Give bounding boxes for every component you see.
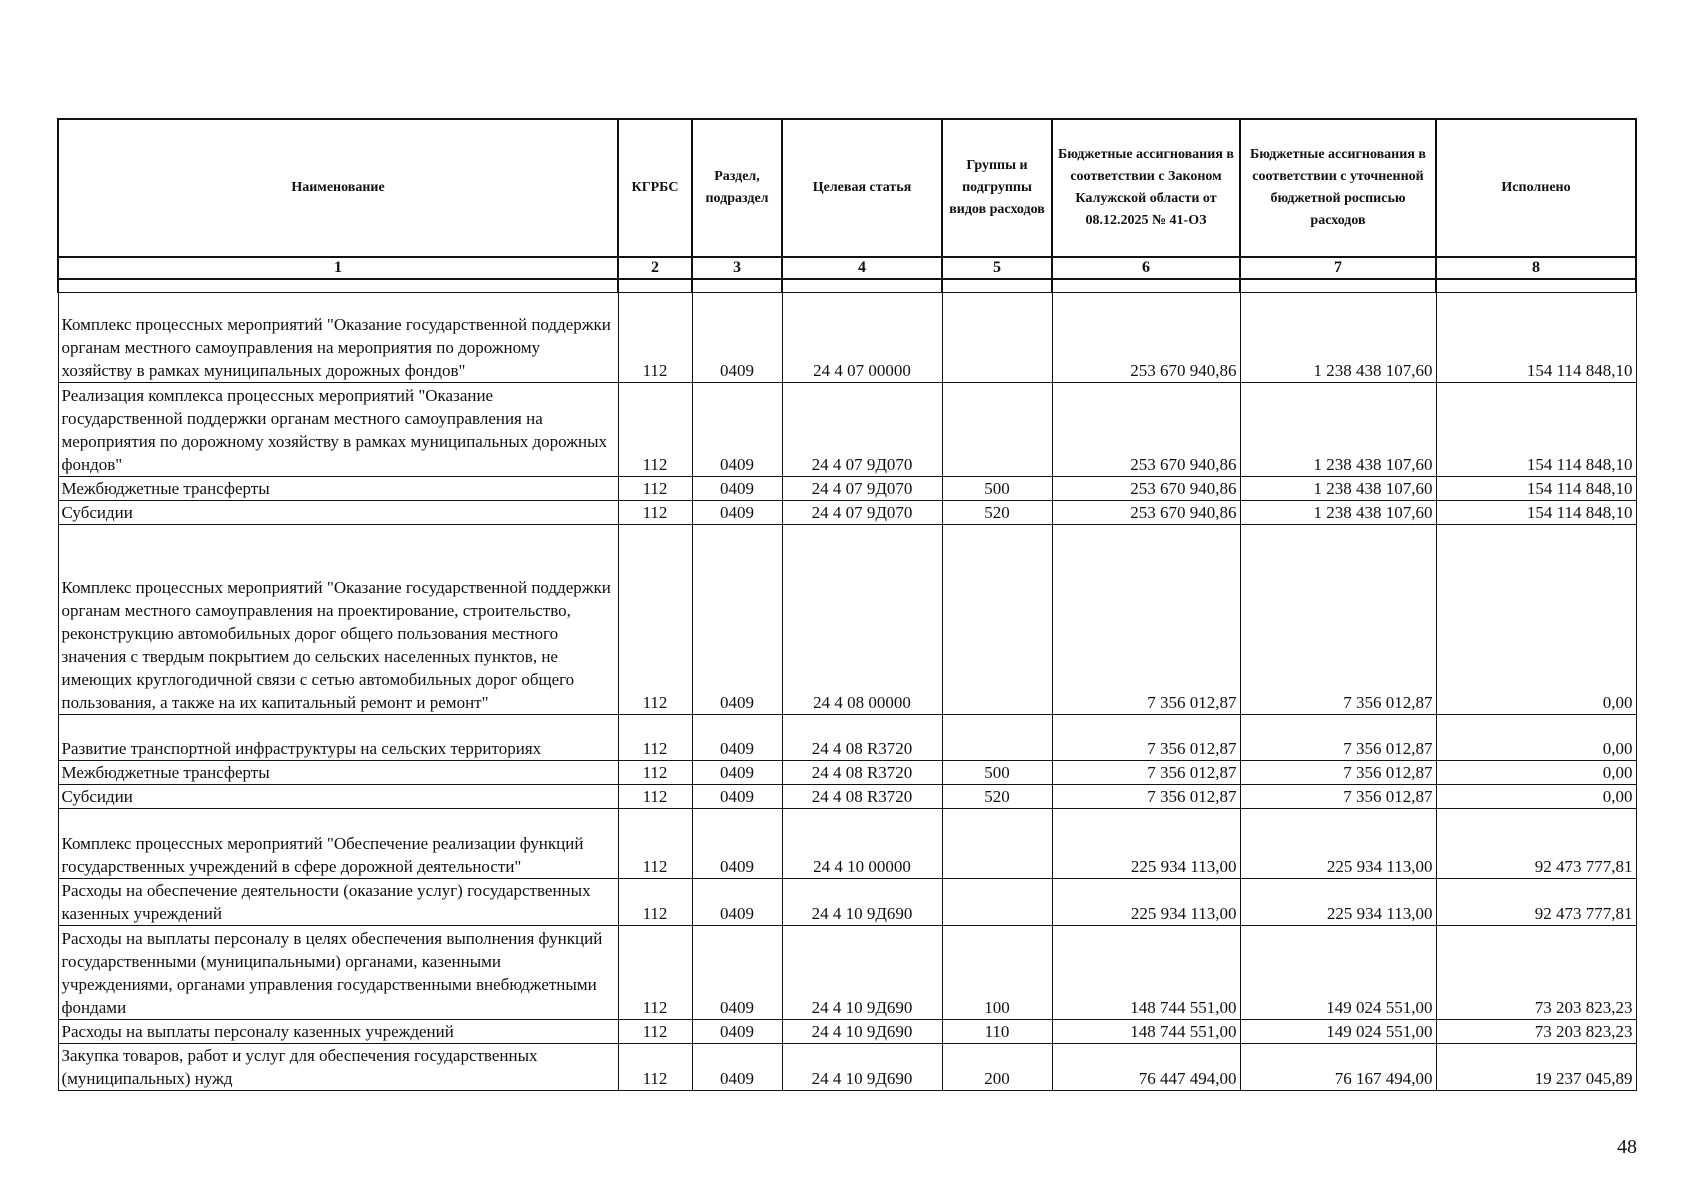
row-law: 7 356 012,87 <box>1052 525 1240 715</box>
row-law: 76 447 494,00 <box>1052 1044 1240 1091</box>
row-law: 253 670 940,86 <box>1052 477 1240 501</box>
header-razdel: Раздел, подраздел <box>692 119 782 257</box>
row-executed: 92 473 777,81 <box>1436 879 1636 926</box>
row-law: 7 356 012,87 <box>1052 761 1240 785</box>
row-celevaya: 24 4 08 00000 <box>782 525 942 715</box>
row-razdel: 0409 <box>692 293 782 383</box>
row-refined: 7 356 012,87 <box>1240 785 1436 809</box>
row-celevaya: 24 4 08 R3720 <box>782 785 942 809</box>
row-vid <box>942 879 1052 926</box>
row-celevaya: 24 4 10 9Д690 <box>782 1044 942 1091</box>
row-vid: 500 <box>942 761 1052 785</box>
column-number: 4 <box>782 257 942 279</box>
row-celevaya: 24 4 10 9Д690 <box>782 1020 942 1044</box>
row-refined: 1 238 438 107,60 <box>1240 383 1436 477</box>
column-number: 6 <box>1052 257 1240 279</box>
row-law: 7 356 012,87 <box>1052 785 1240 809</box>
row-kgrbs: 112 <box>618 761 692 785</box>
row-razdel: 0409 <box>692 1020 782 1044</box>
row-kgrbs: 112 <box>618 785 692 809</box>
row-kgrbs: 112 <box>618 293 692 383</box>
header-executed: Исполнено <box>1436 119 1636 257</box>
row-name: Межбюджетные трансферты <box>58 477 618 501</box>
row-executed: 0,00 <box>1436 715 1636 761</box>
page-number: 48 <box>1617 1136 1637 1158</box>
header-assign-law: Бюджетные ассигнования в соответствии с Законом Калужской области от 08.12.2025 № 41-ОЗ <box>1052 119 1240 257</box>
row-kgrbs: 112 <box>618 383 692 477</box>
table-row <box>58 761 1636 785</box>
header-gruppy: Группы и подгруппы видов расходов <box>942 119 1052 257</box>
column-number: 3 <box>692 257 782 279</box>
row-razdel: 0409 <box>692 879 782 926</box>
column-number-row <box>58 257 1636 279</box>
row-refined: 7 356 012,87 <box>1240 761 1436 785</box>
row-name: Реализация комплекса процессных мероприятий "Оказание государственной поддержки органам местного самоуправления на мероприятия по дорожному хозяйству в рамках муниципальных дорожных фондов" <box>58 383 618 477</box>
row-celevaya: 24 4 10 9Д690 <box>782 879 942 926</box>
row-refined: 225 934 113,00 <box>1240 809 1436 879</box>
row-kgrbs: 112 <box>618 501 692 525</box>
row-law: 7 356 012,87 <box>1052 715 1240 761</box>
row-vid <box>942 293 1052 383</box>
row-name: Закупка товаров, работ и услуг для обеспечения государственных (муниципальных) нужд <box>58 1044 618 1091</box>
row-vid <box>942 383 1052 477</box>
table-row <box>58 293 1636 383</box>
row-executed: 92 473 777,81 <box>1436 809 1636 879</box>
row-law: 148 744 551,00 <box>1052 926 1240 1020</box>
row-kgrbs: 112 <box>618 477 692 501</box>
row-kgrbs: 112 <box>618 525 692 715</box>
row-celevaya: 24 4 10 9Д690 <box>782 926 942 1020</box>
row-vid: 500 <box>942 477 1052 501</box>
header-assign-refined: Бюджетные ассигнования в соответствии с уточненной бюджетной росписью расходов <box>1240 119 1436 257</box>
row-razdel: 0409 <box>692 525 782 715</box>
row-executed: 19 237 045,89 <box>1436 1044 1636 1091</box>
row-kgrbs: 112 <box>618 715 692 761</box>
budget-table <box>57 118 1637 1091</box>
row-executed: 0,00 <box>1436 525 1636 715</box>
row-celevaya: 24 4 07 00000 <box>782 293 942 383</box>
row-celevaya: 24 4 07 9Д070 <box>782 477 942 501</box>
table-row <box>58 1020 1636 1044</box>
row-kgrbs: 112 <box>618 926 692 1020</box>
row-executed: 73 203 823,23 <box>1436 926 1636 1020</box>
row-law: 225 934 113,00 <box>1052 879 1240 926</box>
row-razdel: 0409 <box>692 785 782 809</box>
row-celevaya: 24 4 10 00000 <box>782 809 942 879</box>
row-vid: 100 <box>942 926 1052 1020</box>
table-row <box>58 785 1636 809</box>
row-vid: 200 <box>942 1044 1052 1091</box>
row-vid: 520 <box>942 785 1052 809</box>
row-name: Расходы на выплаты персоналу казенных учреждений <box>58 1020 618 1044</box>
row-kgrbs: 112 <box>618 1044 692 1091</box>
row-name: Субсидии <box>58 785 618 809</box>
row-razdel: 0409 <box>692 1044 782 1091</box>
row-refined: 149 024 551,00 <box>1240 1020 1436 1044</box>
row-razdel: 0409 <box>692 926 782 1020</box>
header-naimenovanie: Наименование <box>58 119 618 257</box>
row-celevaya: 24 4 08 R3720 <box>782 761 942 785</box>
row-refined: 1 238 438 107,60 <box>1240 501 1436 525</box>
row-razdel: 0409 <box>692 477 782 501</box>
row-name: Комплекс процессных мероприятий "Оказание государственной поддержки органам местного самоуправления на проектирование, строительство, реконструкцию автомобильных дорог общего пользования местного значения с твердым покрытием до сельских населенных пунктов, не имеющих круглогодичной связи с сетью автомобильных дорог общего пользования, а также на их капитальный ремонт и ремонт" <box>58 525 618 715</box>
row-executed: 154 114 848,10 <box>1436 477 1636 501</box>
row-kgrbs: 112 <box>618 1020 692 1044</box>
row-refined: 7 356 012,87 <box>1240 525 1436 715</box>
column-number: 7 <box>1240 257 1436 279</box>
header-kgrbs: КГРБС <box>618 119 692 257</box>
row-celevaya: 24 4 08 R3720 <box>782 715 942 761</box>
column-number: 8 <box>1436 257 1636 279</box>
table-row <box>58 715 1636 761</box>
column-number: 5 <box>942 257 1052 279</box>
row-vid <box>942 809 1052 879</box>
row-executed: 0,00 <box>1436 785 1636 809</box>
header-celevaya: Целевая статья <box>782 119 942 257</box>
row-refined: 225 934 113,00 <box>1240 879 1436 926</box>
row-refined: 1 238 438 107,60 <box>1240 293 1436 383</box>
table-row <box>58 926 1636 1020</box>
table-row <box>58 501 1636 525</box>
row-vid: 520 <box>942 501 1052 525</box>
header-spacer-row <box>58 279 1636 293</box>
row-executed: 73 203 823,23 <box>1436 1020 1636 1044</box>
table-row <box>58 383 1636 477</box>
row-refined: 1 238 438 107,60 <box>1240 477 1436 501</box>
row-vid: 110 <box>942 1020 1052 1044</box>
row-name: Субсидии <box>58 501 618 525</box>
row-executed: 0,00 <box>1436 761 1636 785</box>
row-razdel: 0409 <box>692 501 782 525</box>
column-number: 1 <box>58 257 618 279</box>
row-name: Расходы на выплаты персоналу в целях обеспечения выполнения функций государственными (муниципальными) органами, казенными учреждениями, органами управления государственными внебюджетными фондами <box>58 926 618 1020</box>
table-row <box>58 1044 1636 1091</box>
row-refined: 149 024 551,00 <box>1240 926 1436 1020</box>
row-executed: 154 114 848,10 <box>1436 293 1636 383</box>
row-law: 225 934 113,00 <box>1052 809 1240 879</box>
table-row <box>58 809 1636 879</box>
row-razdel: 0409 <box>692 761 782 785</box>
row-celevaya: 24 4 07 9Д070 <box>782 501 942 525</box>
row-refined: 7 356 012,87 <box>1240 715 1436 761</box>
row-law: 253 670 940,86 <box>1052 383 1240 477</box>
column-number: 2 <box>618 257 692 279</box>
row-vid <box>942 525 1052 715</box>
row-name: Межбюджетные трансферты <box>58 761 618 785</box>
row-vid <box>942 715 1052 761</box>
row-kgrbs: 112 <box>618 879 692 926</box>
row-name: Развитие транспортной инфраструктуры на сельских территориях <box>58 715 618 761</box>
row-refined: 76 167 494,00 <box>1240 1044 1436 1091</box>
row-razdel: 0409 <box>692 383 782 477</box>
row-law: 148 744 551,00 <box>1052 1020 1240 1044</box>
row-kgrbs: 112 <box>618 809 692 879</box>
row-razdel: 0409 <box>692 809 782 879</box>
table-row <box>58 477 1636 501</box>
row-name: Расходы на обеспечение деятельности (оказание услуг) государственных казенных учреждений <box>58 879 618 926</box>
row-razdel: 0409 <box>692 715 782 761</box>
table-row <box>58 525 1636 715</box>
row-celevaya: 24 4 07 9Д070 <box>782 383 942 477</box>
row-name: Комплекс процессных мероприятий "Обеспечение реализации функций государственных учреждений в сфере дорожной деятельности" <box>58 809 618 879</box>
row-executed: 154 114 848,10 <box>1436 501 1636 525</box>
row-name: Комплекс процессных мероприятий "Оказание государственной поддержки органам местного самоуправления на мероприятия по дорожному хозяйству в рамках муниципальных дорожных фондов" <box>58 293 618 383</box>
row-executed: 154 114 848,10 <box>1436 383 1636 477</box>
table-row <box>58 879 1636 926</box>
row-law: 253 670 940,86 <box>1052 293 1240 383</box>
row-law: 253 670 940,86 <box>1052 501 1240 525</box>
table-header-row <box>58 119 1636 257</box>
